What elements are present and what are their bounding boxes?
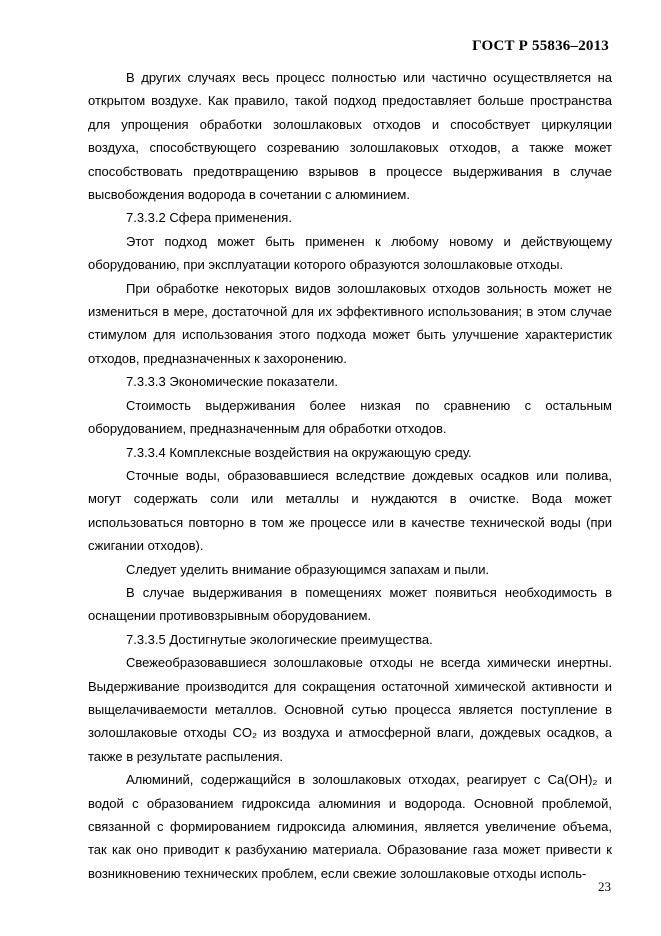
section-heading-7-3-3-2: 7.3.3.2 Сфера применения. bbox=[126, 210, 292, 226]
body-text bbox=[88, 66, 612, 885]
section-heading-7-3-3-4: 7.3.3.4 Комплексные воздействия на окружающую среду. bbox=[126, 444, 472, 460]
page-number: 23 bbox=[598, 879, 611, 894]
paragraph-explosion-protection: В случае выдерживания в помещениях может появиться необходимость в оснащении противовзрывным оборудованием. bbox=[88, 584, 612, 624]
paragraph-cost: Стоимость выдерживания более низкая по сравнению с остальным оборудованием, предназначенным для обработки отходов. bbox=[88, 397, 612, 437]
paragraph-aluminium: Алюминий, содержащийся в золошлаковых отходах, реагирует с Ca(OH)₂ и водой с образованием гидроксида алюминия и водорода. Основной проблемой, связанной с формированием гидроксида алюминия, является увеличение объема, так как оно приводит к разбуханию материала. Образование газа может привести к возникновению технических проблем, если свежие золошлаковые отходы исполь- bbox=[88, 772, 612, 881]
standard-id-header: ГОСТ Р 55836–2013 bbox=[472, 38, 609, 54]
section-heading-7-3-3-5: 7.3.3.5 Достигнутые экологические преимущества. bbox=[126, 631, 433, 647]
paragraph-chemical-inertness: Свежеобразовавшиеся золошлаковые отходы не всегда химически инертны. Выдерживание производится для сокращения остаточной химической активности и выщелачиваемости металлов. Основной сутью процесса является поступление в золошлаковые отходы CO₂ из воздуха и атмосферной влаги, дождевых осадков, а также в результате распыления. bbox=[88, 655, 612, 764]
paragraph-wastewater: Сточные воды, образовавшиеся вследствие дождевых осадков или полива, могут содержать соли или металлы и нуждаются в очистке. Вода может использоваться повторно в том же процессе или в качестве технической воды (при сжигании отходов). bbox=[88, 467, 612, 554]
section-heading-7-3-3-3: 7.3.3.3 Экономические показатели. bbox=[126, 374, 338, 390]
paragraph-ash-content: При обработке некоторых видов золошлаковых отходов зольность может не измениться в мере, достаточной для их эффективного использования; в этом случае стимулом для использования этого подхода может быть улучшение характеристик отходов, предназначенных к захоронению. bbox=[88, 280, 612, 366]
paragraph-open-air-process: В других случаях весь процесс полностью или частично осуществляется на открытом воздухе. Как правило, такой подход предоставляет больше пространства для упрощения обработки золошлаковых отходов и способствует циркуляции воздуха, способствующего созреванию золошлаковых отходов, а также может способствовать предотвращению взрывов в процессе выдерживания в случае высвобождения водорода в сочетании с алюминием. bbox=[88, 70, 612, 203]
paragraph-odor-dust: Следует уделить внимание образующимся запахам и пыли. bbox=[126, 561, 490, 577]
paragraph-applicability: Этот подход может быть применен к любому новому и действующему оборудованию, при эксплуатации которого образуются золошлаковые отходы. bbox=[88, 233, 612, 273]
